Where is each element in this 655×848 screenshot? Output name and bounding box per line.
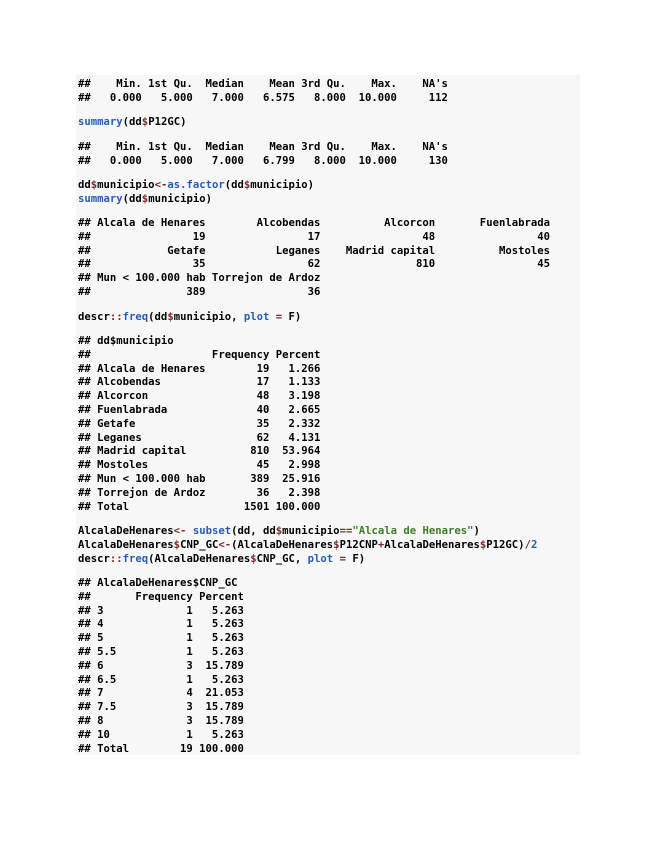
code-token: F): [352, 552, 366, 565]
code-token: ): [473, 525, 480, 537]
table-row: ## Torrejon de Ardoz 36 2.398: [78, 486, 321, 499]
code-token: (dd: [122, 192, 142, 205]
code-token: $: [167, 311, 174, 323]
code-token: $: [243, 179, 251, 191]
table-row: ## dd$municipio: [78, 335, 181, 347]
code-token: freq: [122, 552, 149, 565]
table-row: ## Leganes 62 4.131: [78, 431, 321, 444]
code-token: subset: [192, 525, 232, 537]
code-token: municipio,: [173, 311, 244, 323]
code-token: =: [333, 552, 353, 565]
code-token: <-: [173, 525, 187, 537]
code-token: /: [524, 538, 531, 551]
code-token: freq: [122, 311, 149, 323]
code-line: [78, 553, 537, 567]
code-line: [78, 116, 186, 130]
code-token: <-: [154, 179, 168, 191]
code-token: dd: [78, 179, 91, 191]
output-line: ## 0.000 5.000 7.000 6.575 8.000 10.000 112: [78, 91, 455, 104]
table-row: ## 5.5 1 5.263: [78, 645, 244, 658]
code-token: $: [173, 538, 181, 551]
code-token: summary: [78, 116, 123, 128]
table-row: ## Total 1501 100.000: [78, 500, 321, 513]
table-row: ## Total 19 100.000: [78, 742, 244, 755]
code-token: $: [90, 179, 98, 191]
output-line: ## Min. 1st Qu. Median Mean 3rd Qu. Max. NA's: [78, 78, 455, 90]
table-row: ## 3 1 5.263: [78, 604, 244, 617]
code-token: municipio): [250, 179, 315, 191]
output-line: ## Alcala de Henares Alcobendas Alcorcon Fuenlabrada: [78, 217, 557, 229]
code-token: CNP_GC,: [256, 552, 308, 565]
table-row: ## Alcorcon 48 3.198: [78, 390, 321, 403]
freq-cnp-gc-table: [78, 577, 244, 756]
table-row: ## 6.5 1 5.263: [78, 673, 244, 686]
table-row: ## Frequency Percent: [78, 348, 321, 361]
code-token: (dd: [224, 179, 244, 191]
code-token: plot: [307, 552, 334, 565]
code-token: AlcalaDeHenares: [78, 538, 174, 551]
table-row: ## Mostoles 45 2.998: [78, 459, 321, 472]
code-token: as.factor: [167, 179, 225, 191]
table-row: ## 10 1 5.263: [78, 728, 244, 741]
table-row: ## 7.5 3 15.789: [78, 701, 244, 714]
code-token: municipio: [97, 179, 155, 191]
code-token: CNP_GC: [180, 538, 219, 551]
output-line: ## Min. 1st Qu. Median Mean 3rd Qu. Max. NA's: [78, 141, 455, 153]
code-token: $: [479, 538, 487, 551]
output-line: ## Mun < 100.000 hab Torrejon de Ardoz: [78, 272, 327, 285]
output-line: ## 0.000 5.000 7.000 6.799 8.000 10.000 130: [78, 154, 455, 167]
table-row: ## Fuenlabrada 40 2.665: [78, 403, 321, 416]
table-row: ## Frequency Percent: [78, 590, 244, 603]
code-line: [78, 179, 314, 193]
table-row: ## AlcalaDeHenares$CNP_GC: [78, 577, 244, 589]
table-row: ## 6 3 15.789: [78, 659, 244, 672]
code-token: (dd, dd: [231, 525, 276, 537]
code-token: P12GC): [486, 538, 525, 551]
code-token: (AlcalaDeHenares: [148, 552, 251, 565]
table-row: ## Mun < 100.000 hab 389 25.916: [78, 472, 321, 485]
code-token: ==: [339, 525, 353, 537]
alcala-subset-code: [78, 525, 537, 566]
code-token: descr: [78, 311, 110, 323]
freq-municipio-table: [78, 335, 320, 514]
code-token: =: [269, 311, 289, 323]
output-line: ## Getafe Leganes Madrid capital Mostoles: [78, 244, 557, 257]
code-line: [78, 193, 314, 207]
code-token: $: [141, 192, 149, 205]
code-token: "Alcala de Henares": [352, 525, 474, 537]
code-token: (AlcalaDeHenares: [231, 538, 334, 551]
code-token: 2: [530, 538, 538, 551]
code-line: [78, 311, 301, 325]
output-line: ## 389 36: [78, 285, 327, 298]
table-row: ## 5 1 5.263: [78, 632, 244, 645]
summary-p12gc-code: [78, 116, 186, 130]
freq-municipio-code: [78, 311, 301, 325]
code-token: (dd: [148, 311, 168, 323]
summary-p12gc-output: [78, 141, 454, 169]
output-line: ## 19 17 48 40: [78, 230, 557, 243]
code-token: municipio: [282, 525, 340, 537]
code-token: ::: [109, 552, 123, 565]
code-token: $: [250, 552, 257, 565]
code-token: summary: [78, 192, 123, 205]
summary-p12cnp-output: [78, 78, 454, 106]
table-row: ## Madrid capital 810 53.964: [78, 445, 321, 458]
code-token: municipio): [148, 192, 212, 205]
table-row: ## 8 3 15.789: [78, 714, 244, 727]
code-token: <-: [218, 538, 232, 551]
table-row: ## Getafe 35 2.332: [78, 417, 321, 430]
code-token: AlcalaDeHenares: [78, 525, 174, 537]
code-token: $: [275, 525, 283, 537]
code-token: descr: [78, 552, 110, 565]
table-row: ## 7 4 21.053: [78, 687, 244, 700]
code-token: $: [333, 538, 340, 551]
code-line: [78, 525, 537, 539]
code-line: [78, 539, 537, 553]
code-token: AlcalaDeHenares: [384, 538, 480, 551]
code-token: P12CNP: [339, 538, 378, 551]
municipio-factor-code: [78, 179, 314, 207]
output-line: ## 35 62 810 45: [78, 258, 557, 271]
code-token: $: [141, 116, 149, 128]
table-row: ## 4 1 5.263: [78, 618, 244, 631]
code-token: plot: [243, 311, 270, 323]
code-token: P12GC): [148, 116, 187, 128]
code-token: (dd: [122, 116, 142, 128]
code-token: +: [377, 538, 385, 551]
table-row: ## Alcala de Henares 19 1.266: [78, 362, 321, 375]
municipio-summary-output: [78, 217, 556, 300]
table-row: ## Alcobendas 17 1.133: [78, 376, 321, 389]
code-token: ::: [109, 311, 123, 323]
code-token: F): [288, 311, 302, 323]
